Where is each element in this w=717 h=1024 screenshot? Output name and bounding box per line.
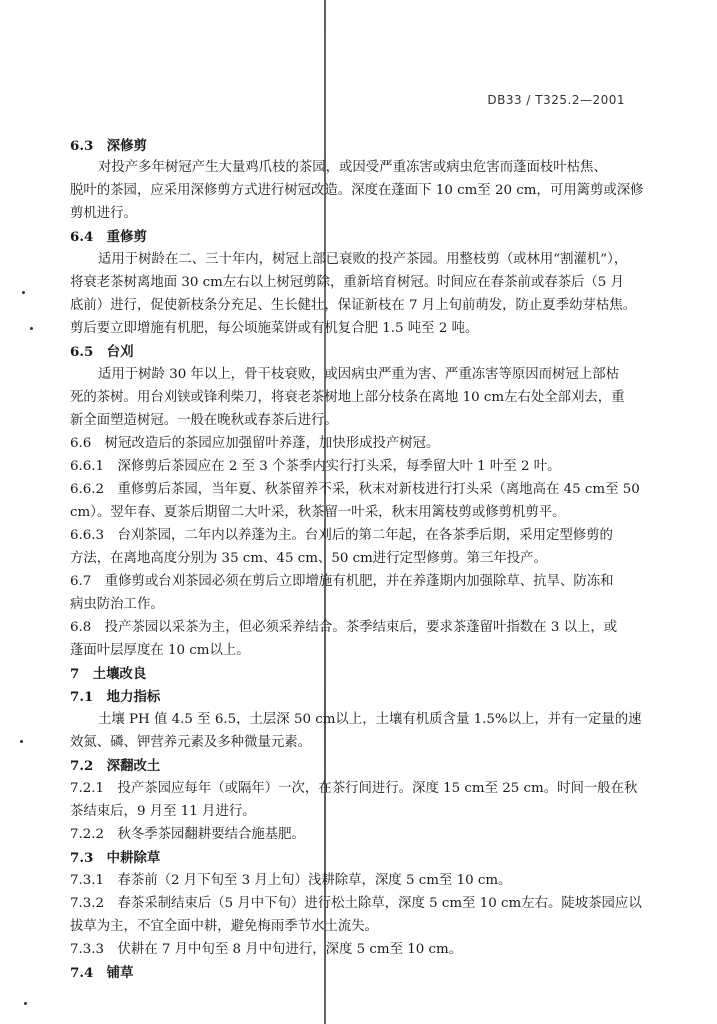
text-line: 病虫防治工作。 xyxy=(70,597,164,612)
text-line: 剪机进行。 xyxy=(70,206,137,221)
section-heading-7: 7 土壤改良 xyxy=(70,666,147,682)
section-heading-6-4: 6.4 重修剪 xyxy=(70,229,147,245)
section-heading-6-3: 6.3 深修剪 xyxy=(70,138,147,154)
text-line: 茶结束后，9 月至 11 月进行。 xyxy=(70,804,256,819)
text-line: 7.2.2 秋冬季茶园翻耕要结合施基肥。 xyxy=(70,827,305,842)
text-line: 适用于树龄 30 年以上，骨干枝衰败，或因病虫严重为害、严重冻害等原因而树冠上部枯 xyxy=(98,367,620,382)
text-line: 新全面塑造树冠。一般在晚秋或春茶后进行。 xyxy=(70,413,338,428)
scan-speck xyxy=(24,1002,27,1005)
text-line: 7.3.3 伏耕在 7 月中旬至 8 月中旬进行，深度 5 cm至 10 cm。 xyxy=(70,942,463,957)
scan-speck xyxy=(22,291,25,294)
text-line: 6.6.2 重修剪后茶园，当年夏、秋茶留养不采，秋末对新枝进行打头采（离地高在 45 cm至 50 xyxy=(70,482,640,497)
text-line: 死的茶树。用台刈铗或锋利柴刀，将衰老茶树地上部分枝条在离地 10 cm左右处全部刈去，重 xyxy=(70,390,625,405)
text-line: 6.7 重修剪或台刈茶园必须在剪后立即增施有机肥，并在养蓬期内加强除草、抗旱、防冻和 xyxy=(70,574,614,589)
text-line: 6.8 投产茶园以采茶为主，但必须采养结合。茶季结束后，要求茶蓬留叶指数在 3 以上，或 xyxy=(70,620,618,635)
text-line: 7.3.2 春茶采制结束后（5 月中下旬）进行松土除草，深度 5 cm至 10 cm左右。陡坡茶园应以 xyxy=(70,896,642,911)
text-line: 7.3.1 春茶前（2 月下旬至 3 月上旬）浅耕除草，深度 5 cm至 10 cm。 xyxy=(70,873,512,888)
text-line: 土壤 PH 值 4.5 至 6.5，土层深 50 cm以上，土壤有机质含量 1.5%以上，并有一定量的速 xyxy=(98,712,642,727)
section-heading-7-4: 7.4 铺草 xyxy=(70,965,134,981)
text-line: 效氮、磷、钾营养元素及多种微量元素。 xyxy=(70,735,312,750)
text-line: 适用于树龄在二、三十年内，树冠上部已衰败的投产茶园。用整枝剪（或林用“割灌机”）， xyxy=(98,252,628,267)
text-line: 拔草为主，不宜全面中耕，避免梅雨季节水土流失。 xyxy=(70,919,378,934)
section-heading-7-3: 7.3 中耕除草 xyxy=(70,850,161,866)
text-line: 剪后要立即增施有机肥，每公顷施菜饼或有机复合肥 1.5 吨至 2 吨。 xyxy=(70,321,479,336)
text-line: 蓬面叶层厚度在 10 cm以上。 xyxy=(70,643,250,658)
section-heading-6-6: 6.6 树冠改造后的茶园应加强留叶养蓬，加快形成投产树冠。 xyxy=(70,436,440,451)
text-line: cm）。翌年春、夏茶后期留二大叶采，秋茶留一叶采，秋末用篱枝剪或修剪机剪平。 xyxy=(70,505,566,520)
scan-speck xyxy=(20,740,23,743)
text-line: 脱叶的茶园，应采用深修剪方式进行树冠改造。深度在蓬面下 10 cm至 20 cm，可用篱剪或深修 xyxy=(70,183,644,198)
section-heading-7-1: 7.1 地力指标 xyxy=(70,689,161,705)
text-line: 6.6.3 台刈茶园，二年内以养蓬为主。台刈后的第二年起，在各茶季后期，采用定型修剪的 xyxy=(70,528,613,543)
document-code: DB33 / T325.2—2001 xyxy=(487,93,625,107)
section-heading-6-5: 6.5 台刈 xyxy=(70,344,134,360)
text-line: 对投产多年树冠产生大量鸡爪枝的茶园，或因受严重冻害或病虫危害而蓬面枝叶枯焦、 xyxy=(98,160,607,175)
section-heading-7-2: 7.2 深翻改土 xyxy=(70,758,161,774)
text-line: 7.2.1 投产茶园应每年（或隔年）一次，在茶行间进行。深度 15 cm至 25 cm。时间一般在秋 xyxy=(70,781,638,796)
text-line: 将衰老茶树离地面 30 cm左右以上树冠剪除，重新培育树冠。时间应在春茶前或春茶后（5 月 xyxy=(70,275,624,290)
text-line: 底前）进行，促使新枝条分充足、生长健壮，保证新枝在 7 月上旬前萌发，防止夏季幼芽枯焦。 xyxy=(70,298,637,313)
text-line: 6.6.1 深修剪后茶园应在 2 至 3 个茶季内实行打头采，每季留大叶 1 叶至 2 叶。 xyxy=(70,459,561,474)
text-line: 方法，在离地高度分别为 35 cm、45 cm、50 cm进行定型修剪。第三年投产。 xyxy=(70,551,547,566)
scan-speck xyxy=(30,327,33,330)
